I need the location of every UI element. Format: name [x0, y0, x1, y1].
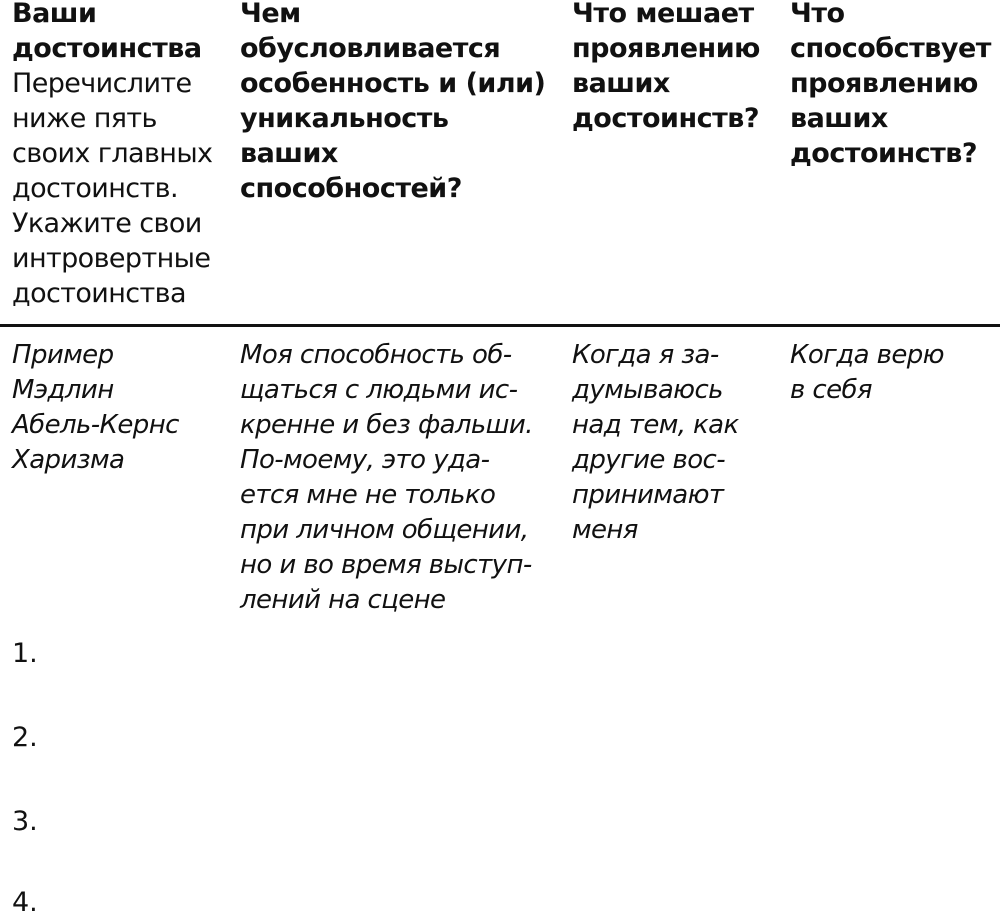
header-obstacles-title: Что мешает проявлению ваших достоинств?: [572, 0, 760, 134]
header-column-uniqueness: [240, 0, 562, 206]
header-strengths-instruction: Перечислите ниже пять своих главных достоинств. Укажите свои интровертные достоинства: [12, 68, 213, 309]
header-enablers-title: Что способствует проявлению ваших достоинств?: [790, 0, 991, 169]
example-enablers-cell: Когда верю в себя: [790, 340, 944, 405]
header-column-enablers: [790, 0, 1000, 171]
row-number-1: 1.: [12, 638, 38, 669]
example-obstacles-cell: Когда я за- думываюсь над тем, как другие вос- принимают меня: [572, 340, 739, 545]
header-divider: [0, 324, 1000, 327]
header-column-strengths: [12, 0, 230, 311]
row-number-4: 4.: [12, 887, 38, 918]
header-uniqueness-title: Чем обусловливается особенность и (или) уникальность ваших способностей?: [240, 0, 546, 204]
header-strengths-title: Ваши достоинства: [12, 0, 202, 64]
row-number-3: 3.: [12, 806, 38, 837]
example-uniqueness-cell: Моя способность об- щаться с людьми ис- кренне и без фальши. По-моему, это уда- ется мне не только при личном общении, но и во время выступ- лений на сцене: [240, 340, 533, 615]
example-strength-cell: Пример Мэдлин Абель-Кернс Харизма: [12, 340, 179, 475]
header-column-obstacles: [572, 0, 784, 136]
row-number-2: 2.: [12, 722, 38, 753]
